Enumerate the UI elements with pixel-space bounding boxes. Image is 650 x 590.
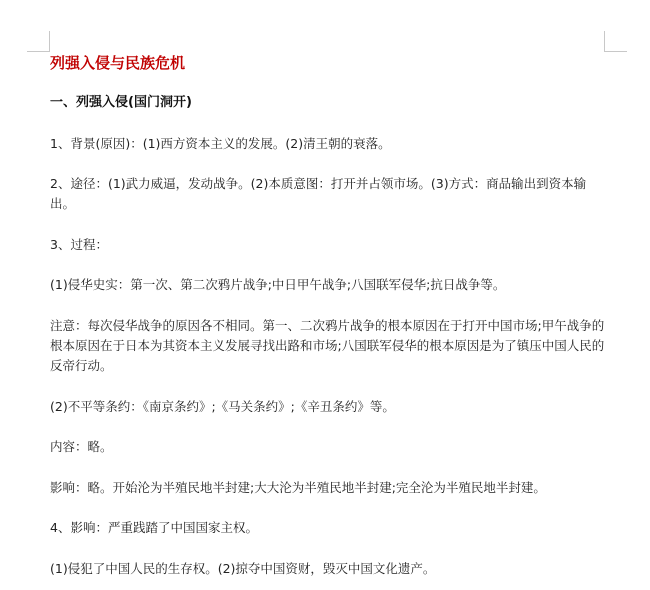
paragraph-note: 注意：每次侵华战争的原因各不相同。第一、二次鸦片战争的根本原因在于打开中国市场;甲午战争的根本原因在于日本为其资本主义发展寻找出路和市场;八国联军侵华的根本原因是为了镇压中国人民的反帝行动。 — [50, 318, 605, 373]
top-right-margin-mark — [604, 31, 627, 52]
paragraph-invasion-history: (1)侵华史实：第一次、第二次鸦片战争;中日甲午战争;八国联军侵华;抗日战争等。 — [50, 277, 506, 292]
paragraph-effect: 影响：略。开始沦为半殖民地半封建;大大沦为半殖民地半封建;完全沦为半殖民地半封建。 — [50, 480, 546, 495]
paragraph-impact-details: (1)侵犯了中国人民的生存权。(2)掠夺中国资财，毁灭中国文化遗产。 — [50, 561, 436, 576]
paragraph-content: 内容：略。 — [50, 439, 113, 454]
paragraph-background: 1、背景(原因)：(1)西方资本主义的发展。(2)清王朝的衰落。 — [50, 136, 391, 151]
document-title: 列强入侵与民族危机 — [50, 54, 186, 72]
paragraph-process: 3、过程： — [50, 237, 108, 252]
paragraph-approach: 2、途径：(1)武力威逼，发动战争。(2)本质意图：打开并占领市场。(3)方式：商品输出到资本输出。 — [50, 176, 587, 211]
section-heading: 一、列强入侵(国门洞开) — [50, 95, 192, 110]
top-left-margin-mark — [27, 31, 50, 52]
paragraph-unequal-treaties: (2)不平等条约：《南京条约》;《马关条约》;《辛丑条约》等。 — [50, 399, 395, 414]
paragraph-impact: 4、影响：严重践踏了中国国家主权。 — [50, 520, 258, 535]
